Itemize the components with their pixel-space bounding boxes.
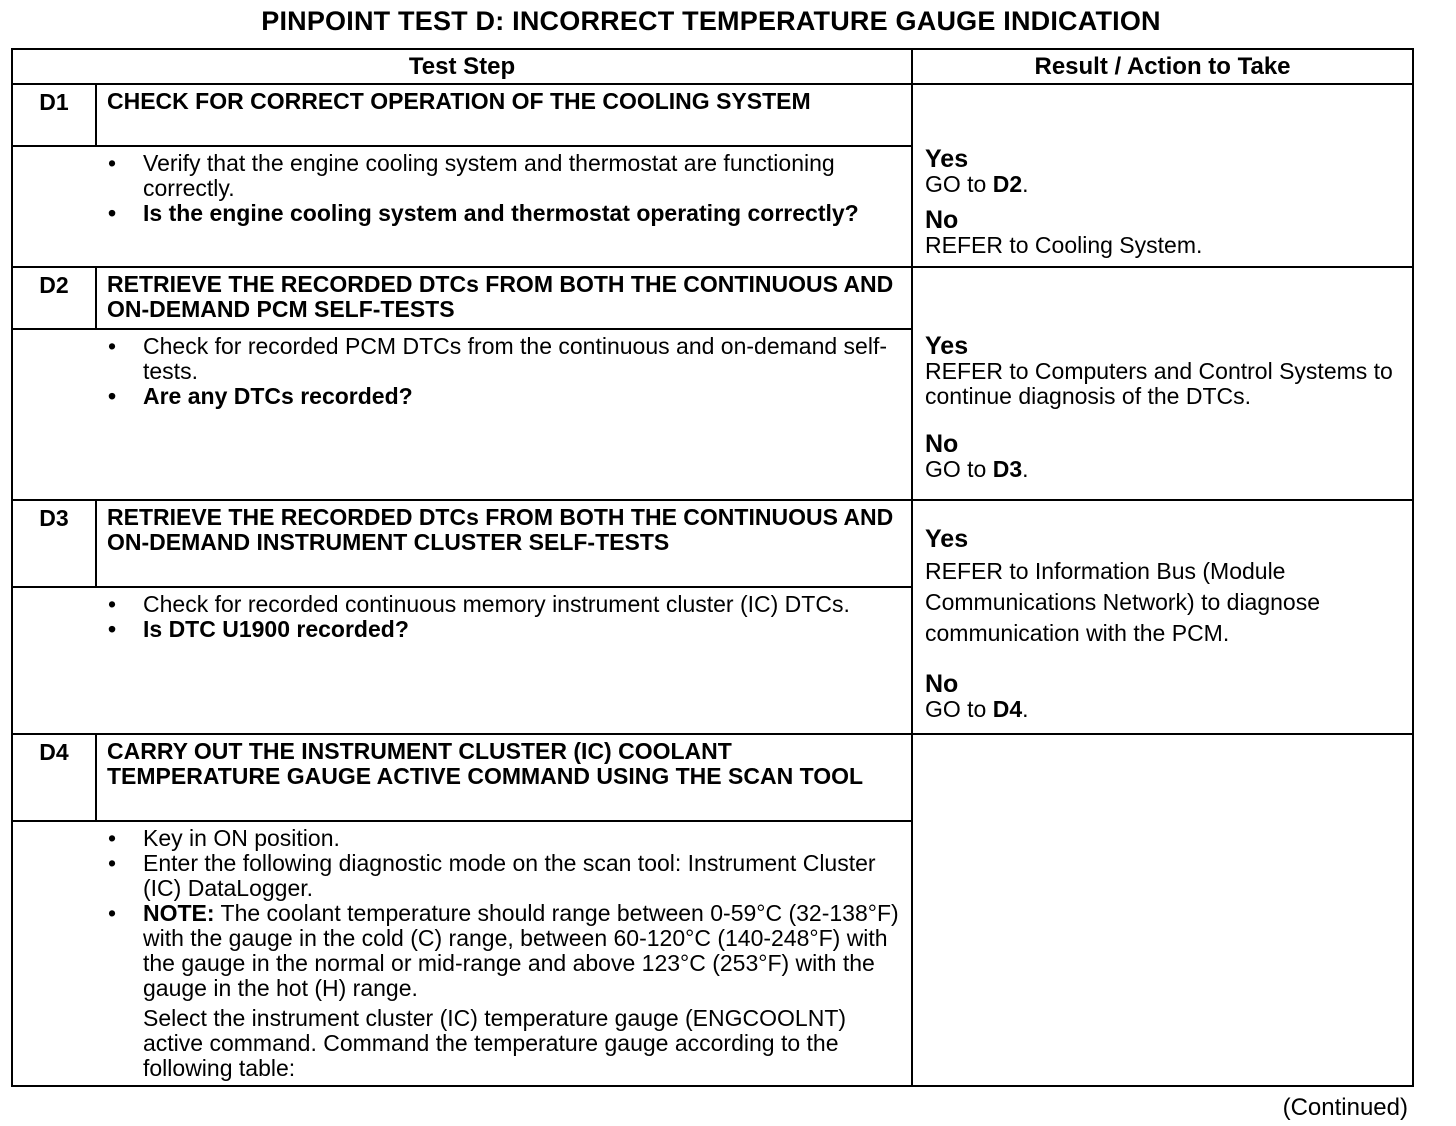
note-label: NOTE: [143, 900, 215, 926]
step-reference: D2 [992, 170, 1023, 197]
step-reference: D3 [992, 456, 1023, 482]
no-label: No [925, 205, 959, 234]
bullet-item: • Check for recorded continuous memory instrument cluster (IC) DTCs. [106, 592, 901, 617]
yes-label: Yes [925, 332, 969, 360]
step-d3-heading-row [12, 500, 1413, 587]
table-header-row [12, 49, 1413, 84]
no-label: No [925, 670, 959, 698]
step-d2-result [912, 267, 1413, 500]
step-id: D3 [12, 500, 96, 587]
no-action: REFER to Cooling System. [925, 231, 1203, 258]
yes-label: Yes [925, 525, 969, 553]
question-item: • Is DTC U1900 recorded? [106, 617, 901, 642]
step-heading: CARRY OUT THE INSTRUMENT CLUSTER (IC) COOLANT TEMPERATURE GAUGE ACTIVE COMMAND USING THE SCAN TOOL [96, 734, 912, 821]
pinpoint-test-table [11, 48, 1414, 1087]
step-id: D2 [12, 267, 96, 329]
step-heading: CHECK FOR CORRECT OPERATION OF THE COOLING SYSTEM [96, 84, 912, 146]
no-action: GO to D4. [925, 696, 1029, 722]
step-id: D1 [12, 84, 96, 146]
yes-label: Yes [925, 144, 969, 173]
bullet-item: • Enter the following diagnostic mode on the scan tool: Instrument Cluster (IC) DataLogger. [106, 851, 901, 901]
note-text: The coolant temperature should range between 0-59°C (32-138°F) with the gauge in the cold (C) range, between 60-120°C (140-248°F) with the gauge in the normal or mid-range and above 123°C (253°F) with the gauge in the hot (H) range. [143, 900, 899, 1001]
step-body [96, 146, 912, 267]
yes-action: REFER to Computers and Control Systems to continue diagnosis of the DTCs. [925, 358, 1393, 409]
question-item: • Is the engine cooling system and thermostat operating correctly? [106, 201, 901, 226]
note-item [106, 901, 901, 1001]
step-heading: RETRIEVE THE RECORDED DTCs FROM BOTH THE CONTINUOUS AND ON-DEMAND INSTRUMENT CLUSTER SELF-TESTS [96, 500, 912, 587]
step-body [96, 329, 912, 500]
page-title: PINPOINT TEST D: INCORRECT TEMPERATURE GAUGE INDICATION [261, 6, 1161, 36]
continued-label: (Continued) [1282, 1094, 1408, 1121]
step-body [96, 821, 912, 1086]
step-d4-result [912, 734, 1413, 1086]
step-body [96, 587, 912, 734]
bullet-item: • Verify that the engine cooling system and thermostat are functioning correctly. [106, 151, 901, 201]
step-d1-result [912, 84, 1413, 267]
step-reference: D4 [992, 696, 1023, 722]
bullet-item: • Key in ON position. [106, 826, 901, 851]
yes-action: GO to D2. [925, 170, 1029, 197]
column-header-test-step: Test Step [12, 49, 912, 84]
step-d2-heading-row [12, 267, 1413, 329]
instruction-paragraph: Select the instrument cluster (IC) temperature gauge (ENGCOOLNT) active command. Command the temperature gauge according to the following table: [143, 1005, 847, 1081]
no-action: GO to D3. [925, 456, 1029, 482]
step-d1-heading-row [12, 84, 1413, 146]
step-heading: RETRIEVE THE RECORDED DTCs FROM BOTH THE CONTINUOUS AND ON-DEMAND PCM SELF-TESTS [96, 267, 912, 329]
no-label: No [925, 430, 959, 458]
step-d3-result [912, 500, 1413, 734]
step-d4-heading-row [12, 734, 1413, 821]
yes-action: REFER to Information Bus (Module Communications Network) to diagnose communication with the PCM. [925, 558, 1321, 646]
bullet-item: • Check for recorded PCM DTCs from the continuous and on-demand self-tests. [106, 334, 901, 384]
step-id: D4 [12, 734, 96, 821]
column-header-result: Result / Action to Take [912, 49, 1413, 84]
question-item: • Are any DTCs recorded? [106, 384, 901, 409]
